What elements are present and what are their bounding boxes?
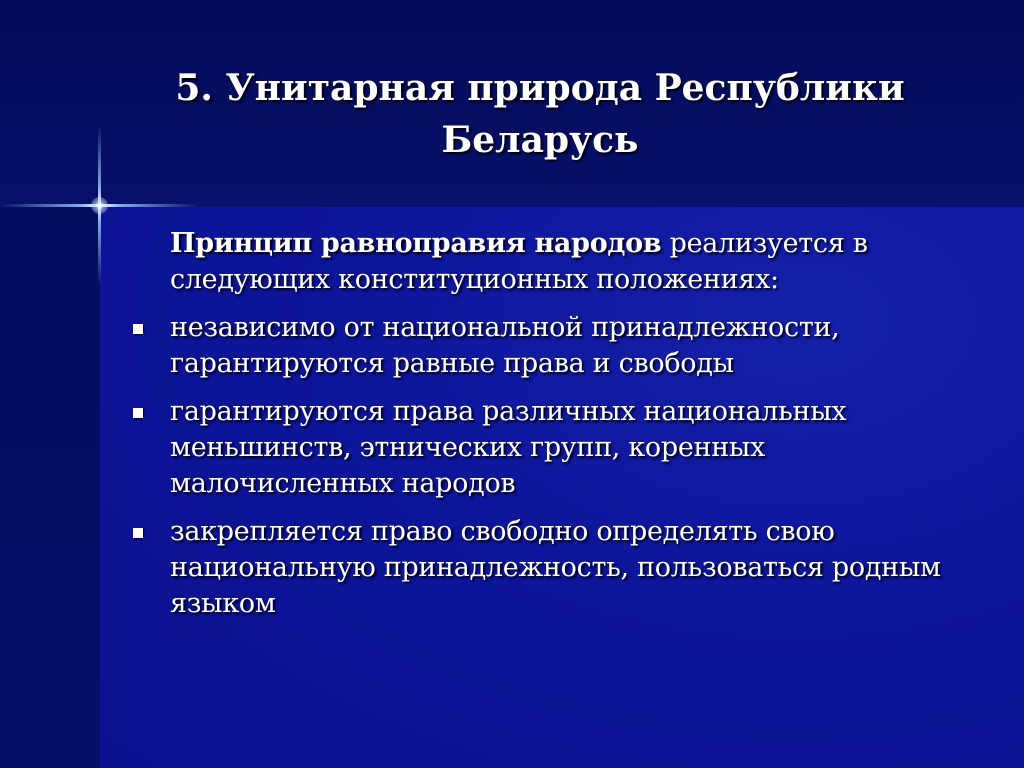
square-bullet-icon: [133, 408, 143, 418]
intro-paragraph: [130, 226, 970, 298]
intro-bold-text: Принцип равноправия народов: [170, 228, 662, 259]
slide-body: [130, 226, 970, 634]
list-item: [130, 514, 970, 622]
sparkle-icon: [91, 197, 108, 214]
bullet-list: [130, 310, 970, 622]
left-band: [0, 207, 100, 768]
slide-title: 5. Унитарная природа Республики Беларусь: [175, 67, 905, 161]
square-bullet-icon: [133, 528, 143, 538]
list-item: [130, 310, 970, 382]
bullet-text: закрепляется право свободно определять свою национальную принадлежность, пользоваться родным языком: [170, 516, 941, 619]
list-item: [130, 394, 970, 502]
bullet-text: независимо от национальной принадлежности, гарантируются равные права и свободы: [170, 312, 840, 379]
bullet-text: гарантируются права различных национальных меньшинств, этнических групп, коренных малочисленных народов: [170, 396, 847, 499]
intro-text: реализуется в следующих конституционных положениях:: [170, 228, 868, 295]
square-bullet-icon: [133, 324, 143, 334]
